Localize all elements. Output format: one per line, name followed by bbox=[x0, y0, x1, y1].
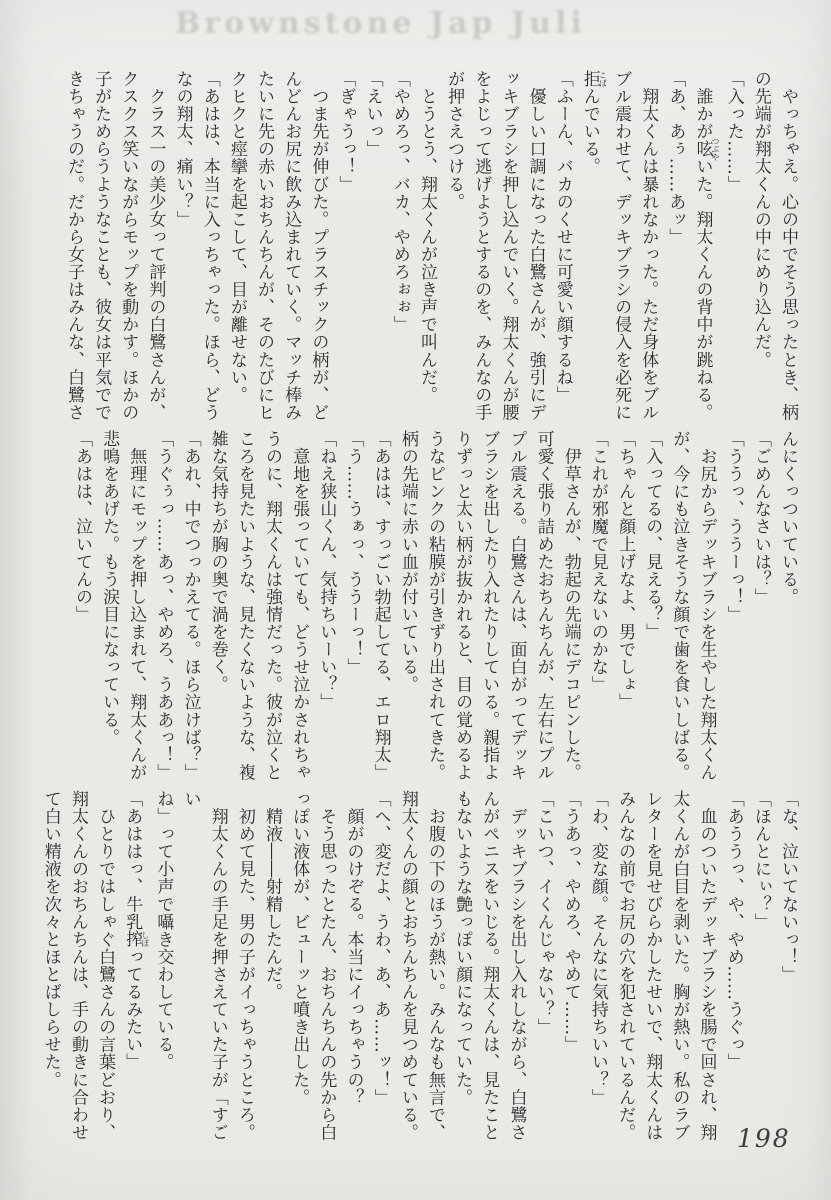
text-column: プル震える。白鷺さんは、面白がってデッキ bbox=[506, 430, 527, 781]
text-column: お腹の下のほうが熱い。みんなも無言で、 bbox=[424, 790, 445, 1141]
text-column: なの翔太、痛い？」 bbox=[172, 70, 193, 228]
text-band-middle bbox=[64, 430, 801, 792]
bleedthrough-watermark: Brownstone Jap Juli bbox=[175, 6, 586, 41]
text-column: 翔太くんの手足を押さえていた子が「すごい bbox=[180, 790, 228, 1141]
text-column: 太くんが白目を剥いた。胸が熱い。私のラブ bbox=[669, 790, 690, 1141]
text-column: 「う……うぁっ、ううーっ！」 bbox=[343, 430, 364, 676]
text-column: 「わ、変な顔。そんなに気持ちいい？」 bbox=[587, 790, 608, 1106]
text-column: 可愛く張り詰めたおちんちんが、左右にプル bbox=[533, 430, 554, 781]
text-column: レターを見せびらかしたせいで、翔太くんは bbox=[642, 790, 663, 1141]
text-column: 「入ってるの、見える？」 bbox=[642, 430, 663, 641]
text-column: 「入った……」 bbox=[723, 70, 744, 193]
text-column: うなピンクの粘膜が引きずり出されてきた。 bbox=[424, 430, 445, 781]
text-column: 翔太くんは暴れなかった。ただ身体をブル bbox=[638, 70, 659, 421]
text-column: 「な、泣いてないっ！」 bbox=[778, 790, 798, 984]
text-column: ッキブラシを押し込んでいく。翔太くんが腰 bbox=[498, 70, 519, 421]
text-column: 子がためらうようなことも、彼女は平気でで bbox=[91, 70, 112, 421]
text-column: 「あはは、本当に入っちゃった。ほら、どう bbox=[199, 70, 220, 421]
text-column: やっちゃえ。心の中でそう思ったとき、柄 bbox=[778, 70, 798, 421]
text-column: 「あははっ、牛乳搾しぼってるみたい」 bbox=[122, 790, 150, 1071]
text-column: が押さえつける。 bbox=[444, 70, 465, 211]
text-column: 「うあっ、やめろ、やめて……」 bbox=[560, 790, 581, 1054]
text-column: 悲鳴をあげた。もう涙目になっている。 bbox=[99, 430, 120, 746]
text-column: 拒こばんでいる。 bbox=[579, 70, 608, 176]
text-column: 「ほんとにぃ？」 bbox=[750, 790, 771, 931]
text-column: 「へ、変だよ、うわ、あ、あ……ッ！」 bbox=[370, 790, 391, 1106]
text-column: 翔太くんのおちんちんは、手の動きに合わせ bbox=[67, 790, 88, 1141]
text-column: 翔太くんの顔とおちんちんを見つめている。 bbox=[397, 790, 418, 1141]
text-column: うのに、翔太くんは強情だった。彼が泣くと bbox=[262, 430, 283, 781]
text-column: ブラシを出したり入れたりしている。親指よ bbox=[479, 430, 500, 781]
text-column: クヒクと痙攣を起こして、目が離せない。 bbox=[226, 70, 247, 404]
text-column: 「ちゃんと顔上げなよ、男でしょ」 bbox=[615, 430, 636, 711]
text-column: んにくっついている。 bbox=[778, 430, 798, 606]
text-column: ころを見たいような、見たくないような、複 bbox=[234, 430, 255, 781]
furigana-annotated-kanji: 搾しぼ bbox=[122, 930, 150, 948]
text-column: みんなの前でお尻の穴を犯されているんだ。 bbox=[615, 790, 636, 1141]
text-column: りずっと太い柄が抜かれると、目の覚めるよ bbox=[452, 430, 473, 781]
text-column: 顔がのけぞる。本当にイっちゃうの？ bbox=[343, 790, 364, 1106]
text-column: 「うぐぅっ……あっ、やめろ、うああっ！」 bbox=[153, 430, 174, 781]
text-column: お尻からデッキブラシを生やした翔太くん bbox=[696, 430, 717, 781]
text-column: 「あ、あぅ……あッ」 bbox=[665, 70, 686, 246]
text-column: 「ふーん、バカのくせに可愛い顔するね」 bbox=[552, 70, 573, 404]
text-column: 意地を張っていても、どうせ泣かされちゃ bbox=[289, 430, 310, 781]
text-band-top bbox=[64, 70, 801, 432]
text-column: んがペニスをいじる。翔太くんは、見たこと bbox=[479, 790, 500, 1141]
text-column: 伊草さんが、勃起の先端にデコピンした。 bbox=[560, 430, 581, 781]
text-column: の先端が翔太くんの中にめり込んだ。 bbox=[750, 70, 771, 369]
text-column: ブル震わせて、デッキブラシの侵入を必死に bbox=[611, 70, 632, 421]
text-column: 精液――射精したんだ。 bbox=[262, 790, 283, 1001]
text-column: ひとりではしゃぐ白鷺さんの言葉どおり、 bbox=[95, 790, 116, 1141]
text-column: 雑な気持ちが胸の奥で渦を巻く。 bbox=[207, 430, 228, 694]
text-column: 柄の先端に赤い血が付いている。 bbox=[397, 430, 418, 694]
text-column: をよじって逃げようとするのを、みんなの手 bbox=[471, 70, 492, 421]
text-column: 「ごめんなさいは？」 bbox=[750, 430, 771, 606]
text-column: 「あううっ、や、やめ……うぐっ」 bbox=[723, 790, 744, 1071]
text-column: 誰かが呟つぶやいた。翔太くんの背中が跳ねる。 bbox=[692, 70, 721, 422]
text-column: クスクス笑いながらモップを動かす。ほかの bbox=[118, 70, 139, 421]
text-column: そう思ったとたん、おちんちんの先から白 bbox=[316, 790, 337, 1141]
text-column: 初めて見た、男の子がイっちゃうところ。 bbox=[234, 790, 255, 1141]
text-column: 「あはは、泣いてんの」 bbox=[71, 430, 92, 624]
text-column: もないような艶っぽい顔になっていた。 bbox=[452, 790, 473, 1106]
text-column: ね」って小声で囁き交わしている。 bbox=[153, 790, 174, 1071]
text-column: 「やめろっ、バカ、やめろぉぉ」 bbox=[389, 70, 410, 334]
page-number: 198 bbox=[737, 1124, 791, 1153]
text-column: 優しい口調になった白鷺さんが、強引にデ bbox=[525, 70, 546, 421]
text-column: デッキブラシを出し入れしながら、白鷺さ bbox=[506, 790, 527, 1141]
text-column: 「あはは、すっごい勃起してる、エロ翔太」 bbox=[370, 430, 391, 781]
text-column: 血のついたデッキブラシを腸で回され、翔 bbox=[696, 790, 717, 1141]
text-column: 「ねえ狭山くん、気持ちいーい？」 bbox=[316, 430, 337, 711]
furigana-annotated-kanji: 拒こば bbox=[579, 70, 608, 88]
text-column: 「あれ、中でつっかえてる。ほら泣けば？」 bbox=[180, 430, 201, 781]
text-column: つま先が伸びた。プラスチックの柄が、ど bbox=[308, 70, 329, 421]
text-band-bottom bbox=[40, 790, 801, 1152]
text-column: 「これが邪魔で見えないのかな」 bbox=[587, 430, 608, 694]
text-column: 「えいっ」 bbox=[362, 70, 383, 158]
text-column: んどんお尻に飲み込まれていく。マッチ棒み bbox=[281, 70, 302, 421]
text-column: たいに先の赤いおちんちんが、そのたびにヒ bbox=[254, 70, 275, 421]
text-column: 「こいつ、イくんじゃない？」 bbox=[533, 790, 554, 1036]
text-column: とうとう、翔太くんが泣き声で叫んだ。 bbox=[416, 70, 437, 404]
text-column: 無理にモップを押し込まれて、翔太くんが bbox=[126, 430, 147, 781]
text-column: きちゃうのだ。だから女子はみんな、白鷺さ bbox=[63, 70, 84, 421]
furigana-annotated-kanji: 呟つぶや bbox=[692, 136, 721, 161]
text-column: が、今にも泣きそうな顔で歯を食いしばる。 bbox=[669, 430, 690, 781]
text-column: 「ぎゃうっ！」 bbox=[335, 70, 356, 193]
text-column: っぽい液体が、ビューッと噴き出した。 bbox=[289, 790, 310, 1106]
text-column: クラス一の美少女って評判の白鷺さんが、 bbox=[145, 70, 166, 421]
text-column: 「ううっ、ううーっ！」 bbox=[723, 430, 744, 624]
text-column: て白い精液を次々とほとばしらせた。 bbox=[40, 790, 61, 1089]
